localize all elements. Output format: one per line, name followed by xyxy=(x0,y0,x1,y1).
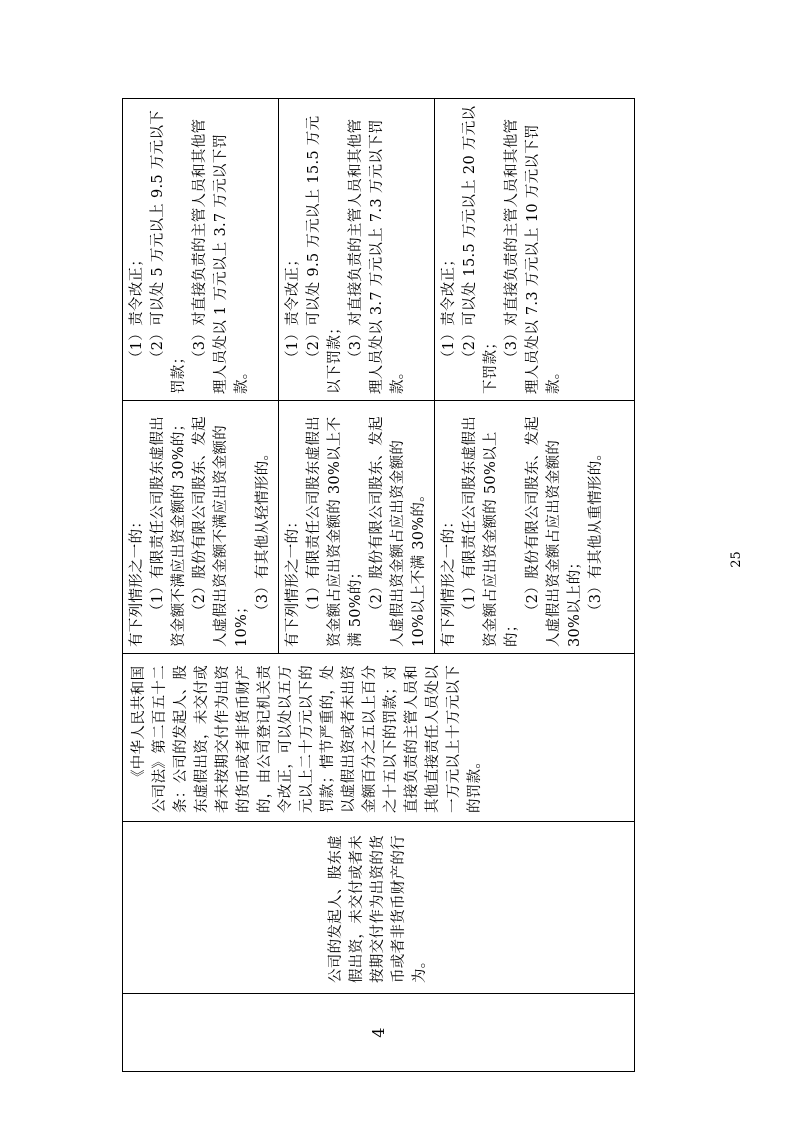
legal-basis: 《中华人民共和国公司法》第二百五十二条：公司的发起人、股东虚假出资，未交付或者未按期交付作为出资的货币或者非货币财产的，由公司登记机关责令改正，可以处以五万元以上二十万元以下的罚款；情节严重的，处以虚假出资或者未出资金额百分之五以上百分之十五以下的罚款；对直接负责的主管人员和其他直接责任人员处以一万元以上十万元以下的罚款。 xyxy=(123,654,635,822)
penalty-standard-table xyxy=(122,98,635,1072)
circumstance-tier-2: 有下列情形之一的： （1）有限责任公司股东虚假出资金额占应出资金额的 30%以上不满 50%的； （2）股份有限公司股东、发起人虚假出资金额占应出资金额的 10%以上不满 30%的。 xyxy=(279,401,435,654)
table-row xyxy=(123,99,279,1072)
penalty-tier-2: （1）责令改正； （2）可以处 9.5 万元以上 15.5 万元以下罚款； （3）对直接负责的主管人员和其他管理人员处以 3.7 万元以上 7.3 万元以下罚款。 xyxy=(279,99,435,401)
circumstance-tier-3: 有下列情形之一的： （1）有限责任公司股东虚假出资金额占应出资金额的 50%以上的； （2）股份有限公司股东、发起人虚假出资金额占应出资金额的 30%以上的； （3）有其他从重情形的。 xyxy=(435,401,635,654)
row-number: 4 xyxy=(123,994,635,1072)
circumstance-tier-1: 有下列情形之一的： （1）有限责任公司股东虚假出资金额不满应出资金额的 30%的； （2）股份有限公司股东、发起人虚假出资金额不满应出资金额的 10%； （3）有其他从轻情形的。 xyxy=(123,401,279,654)
rotated-table-container xyxy=(122,99,622,1072)
penalty-tier-1: （1）责令改正； （2）可以处 5 万元以上 9.5 万元以下罚款； （3）对直接负责的主管人员和其他管理人员处以 1 万元以上 3.7 万元以下罚款。 xyxy=(123,99,279,401)
violation-description: 公司的发起人、股东虚假出资，未交付或者未按期交付作为出资的货币或者非货币财产的行为。 xyxy=(123,822,635,994)
penalty-tier-3: （1）责令改正； （2）可以处 15.5 万元以上 20 万元以下罚款； （3）对直接负责的主管人员和其他管理人员处以 7.3 万元以上 10 万元以下罚款。 xyxy=(435,99,635,401)
page-number: 25 xyxy=(728,551,744,568)
